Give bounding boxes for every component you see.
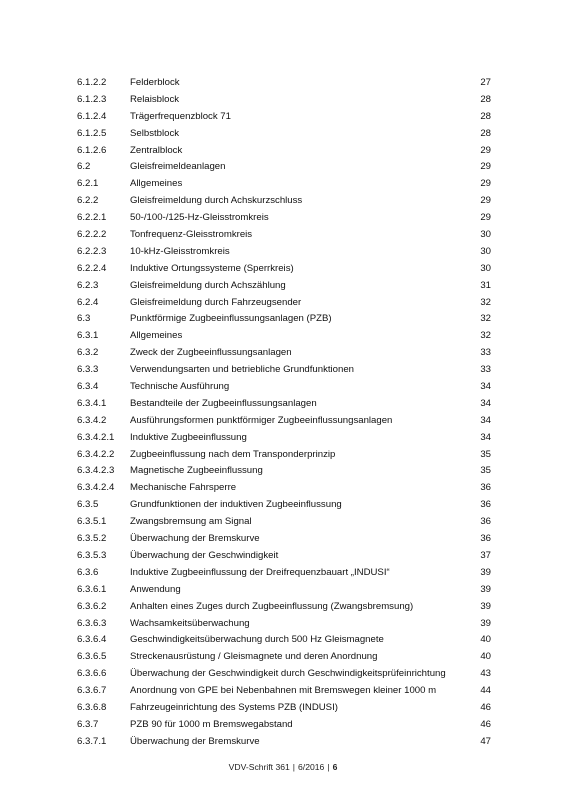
toc-page-number: 46 bbox=[480, 718, 491, 730]
toc-entry[interactable] bbox=[77, 463, 491, 480]
toc-section-title: Mechanische Fahrsperre bbox=[130, 482, 237, 494]
toc-entry[interactable] bbox=[77, 599, 491, 616]
toc-page-number: 43 bbox=[480, 668, 491, 680]
toc-section-number: 6.2.3 bbox=[77, 279, 99, 291]
toc-section-number: 6.3.6.1 bbox=[77, 583, 107, 595]
toc-section-number: 6.2 bbox=[77, 161, 91, 173]
toc-page-number: 40 bbox=[480, 651, 491, 663]
toc-entry[interactable] bbox=[77, 126, 491, 143]
toc-section-number: 6.3.6.5 bbox=[77, 651, 107, 663]
toc-page-number: 44 bbox=[480, 685, 491, 697]
toc-page-number: 31 bbox=[480, 279, 491, 291]
toc-section-number: 6.1.2.4 bbox=[77, 110, 107, 122]
toc-section-number: 6.3.6.8 bbox=[77, 701, 107, 713]
toc-page-number: 36 bbox=[480, 533, 491, 545]
toc-entry[interactable] bbox=[77, 632, 491, 649]
toc-page-number: 33 bbox=[480, 364, 491, 376]
toc-section-title: Zugbeeinflussung nach dem Transponderprinzip bbox=[130, 448, 336, 460]
toc-section-title: Allgemeines bbox=[130, 178, 183, 190]
toc-page-number: 39 bbox=[480, 617, 491, 629]
toc-page-number: 29 bbox=[480, 161, 491, 173]
footer-page-number: 6 bbox=[332, 762, 338, 772]
toc-entry[interactable] bbox=[77, 311, 491, 328]
toc-section-number: 6.3.6.7 bbox=[77, 685, 107, 697]
toc-entry[interactable] bbox=[77, 159, 491, 176]
toc-section-title: Anwendung bbox=[130, 583, 181, 595]
toc-entry[interactable] bbox=[77, 75, 491, 92]
toc-entry[interactable] bbox=[77, 92, 491, 109]
toc-section-number: 6.1.2.6 bbox=[77, 144, 107, 156]
toc-entry[interactable] bbox=[77, 565, 491, 582]
toc-section-number: 6.3 bbox=[77, 313, 91, 325]
toc-section-title: Gleisfreimeldung durch Achskurzschluss bbox=[130, 195, 303, 207]
toc-entry[interactable] bbox=[77, 413, 491, 430]
toc-section-number: 6.3.5.3 bbox=[77, 549, 107, 561]
toc-page-number: 30 bbox=[480, 245, 491, 257]
toc-section-number: 6.2.4 bbox=[77, 296, 99, 308]
toc-section-number: 6.3.4.2.1 bbox=[77, 431, 115, 443]
footer-doc-name: VDV-Schrift 361 bbox=[228, 762, 290, 772]
toc-entry[interactable] bbox=[77, 143, 491, 160]
toc-section-title: Grundfunktionen der induktiven Zugbeeinflussung bbox=[130, 499, 342, 511]
toc-page-number: 36 bbox=[480, 499, 491, 511]
toc-section-title: Überwachung der Geschwindigkeit durch Geschwindigkeitsprüfeinrichtung bbox=[130, 668, 446, 680]
toc-section-title: Fahrzeugeinrichtung des Systems PZB (INDUSI) bbox=[130, 701, 338, 713]
toc-section-number: 6.3.6.3 bbox=[77, 617, 107, 629]
toc-page-number: 32 bbox=[480, 330, 491, 342]
toc-section-number: 6.3.5 bbox=[77, 499, 99, 511]
toc-section-number: 6.2.2 bbox=[77, 195, 99, 207]
toc-page-number: 36 bbox=[480, 516, 491, 528]
toc-section-title: Zwangsbremsung am Signal bbox=[130, 516, 252, 528]
toc-section-number: 6.3.6.2 bbox=[77, 600, 107, 612]
toc-page-number: 28 bbox=[480, 93, 491, 105]
toc-section-title: Verwendungsarten und betriebliche Grundfunktionen bbox=[130, 364, 355, 376]
toc-section-number: 6.3.3 bbox=[77, 364, 99, 376]
toc-page-number: 40 bbox=[480, 634, 491, 646]
toc-entry[interactable] bbox=[77, 176, 491, 193]
toc-entry[interactable] bbox=[77, 278, 491, 295]
toc-entry[interactable] bbox=[77, 666, 491, 683]
toc-section-number: 6.3.6 bbox=[77, 566, 99, 578]
toc-entry[interactable] bbox=[77, 717, 491, 734]
toc-section-number: 6.3.4.2.4 bbox=[77, 482, 115, 494]
toc-section-title: Streckenausrüstung / Gleismagnete und deren Anordnung bbox=[130, 651, 378, 663]
toc-section-number: 6.3.4 bbox=[77, 381, 99, 393]
toc-section-title: Zweck der Zugbeeinflussungsanlagen bbox=[130, 347, 292, 359]
toc-page-number: 34 bbox=[480, 397, 491, 409]
toc-section-title: Technische Ausführung bbox=[130, 381, 230, 393]
toc-section-title: Geschwindigkeitsüberwachung durch 500 Hz Gleismagnete bbox=[130, 634, 384, 646]
toc-page-number: 29 bbox=[480, 212, 491, 224]
footer-separator: | bbox=[292, 762, 296, 772]
toc-section-title: Gleisfreimeldung durch Achszählung bbox=[130, 279, 286, 291]
toc-entry[interactable] bbox=[77, 261, 491, 278]
toc-section-number: 6.1.2.5 bbox=[77, 127, 107, 139]
toc-entry[interactable] bbox=[77, 210, 491, 227]
toc-entry[interactable] bbox=[77, 328, 491, 345]
toc-entry[interactable] bbox=[77, 514, 491, 531]
toc-section-number: 6.2.2.1 bbox=[77, 212, 107, 224]
toc-section-title: Überwachung der Geschwindigkeit bbox=[130, 549, 279, 561]
toc-section-number: 6.3.1 bbox=[77, 330, 99, 342]
toc-section-number: 6.3.6.6 bbox=[77, 668, 107, 680]
toc-entry[interactable] bbox=[77, 700, 491, 717]
toc-page-number: 39 bbox=[480, 583, 491, 595]
toc-entry[interactable] bbox=[77, 582, 491, 599]
toc-section-title: Punktförmige Zugbeeinflussungsanlagen (PZB) bbox=[130, 313, 332, 325]
toc-section-title: Gleisfreimeldung durch Fahrzeugsender bbox=[130, 296, 302, 308]
toc-section-title: Überwachung der Bremskurve bbox=[130, 735, 260, 747]
toc-page-number: 30 bbox=[480, 262, 491, 274]
toc-section-number: 6.2.1 bbox=[77, 178, 99, 190]
toc-entry[interactable] bbox=[77, 616, 491, 633]
toc-page-number: 37 bbox=[480, 549, 491, 561]
toc-section-number: 6.3.5.1 bbox=[77, 516, 107, 528]
toc-page-number: 29 bbox=[480, 195, 491, 207]
toc-entry[interactable] bbox=[77, 396, 491, 413]
toc-entry[interactable] bbox=[77, 379, 491, 396]
toc-section-number: 6.1.2.2 bbox=[77, 77, 107, 88]
toc-page-number: 33 bbox=[480, 347, 491, 359]
toc-section-title: Wachsamkeitsüberwachung bbox=[130, 617, 250, 629]
toc-section-number: 6.1.2.3 bbox=[77, 93, 107, 105]
toc-page-number: 32 bbox=[480, 296, 491, 308]
toc-page-number: 30 bbox=[480, 229, 491, 241]
toc-section-title: Magnetische Zugbeeinflussung bbox=[130, 465, 263, 477]
toc-section-title: PZB 90 für 1000 m Bremswegabstand bbox=[130, 718, 293, 730]
toc-section-number: 6.3.5.2 bbox=[77, 533, 107, 545]
toc-section-title: Induktive Zugbeeinflussung der Dreifrequenzbauart „INDUSI“ bbox=[130, 566, 390, 578]
toc-section-title: Induktive Ortungssysteme (Sperrkreis) bbox=[130, 262, 294, 274]
toc-section-number: 6.2.2.3 bbox=[77, 245, 107, 257]
toc-entry[interactable] bbox=[77, 430, 491, 447]
toc-page-number: 34 bbox=[480, 414, 491, 426]
toc-section-number: 6.3.4.1 bbox=[77, 397, 107, 409]
toc-section-title: 10-kHz-Gleisstromkreis bbox=[130, 245, 230, 257]
toc-page-number: 36 bbox=[480, 482, 491, 494]
toc-entry[interactable] bbox=[77, 345, 491, 362]
toc-page-number: 47 bbox=[480, 735, 491, 747]
toc-entry[interactable] bbox=[77, 362, 491, 379]
toc-page-number: 35 bbox=[480, 465, 491, 477]
toc-entry[interactable] bbox=[77, 734, 491, 751]
toc-entry[interactable] bbox=[77, 649, 491, 666]
toc-section-number: 6.3.4.2.3 bbox=[77, 465, 115, 477]
toc-page-number: 46 bbox=[480, 701, 491, 713]
toc-section-title: Tonfrequenz-Gleisstromkreis bbox=[130, 229, 253, 241]
toc-section-number: 6.3.4.2 bbox=[77, 414, 107, 426]
toc-page-number: 32 bbox=[480, 313, 491, 325]
toc-section-number: 6.3.7.1 bbox=[77, 735, 107, 747]
page-footer bbox=[0, 762, 566, 772]
toc-section-number: 6.2.2.2 bbox=[77, 229, 107, 241]
toc-entry[interactable] bbox=[77, 447, 491, 464]
toc-section-title: Zentralblock bbox=[130, 144, 183, 156]
footer-separator: | bbox=[327, 762, 330, 772]
toc-entry[interactable] bbox=[77, 295, 491, 312]
toc-section-title: Trägerfrequenzblock 71 bbox=[130, 110, 231, 122]
toc-page-number: 34 bbox=[480, 431, 491, 443]
toc-page-number: 27 bbox=[480, 77, 491, 88]
toc-entry[interactable] bbox=[77, 244, 491, 261]
toc-section-title: Selbstblock bbox=[130, 127, 180, 139]
toc-section-title: Induktive Zugbeeinflussung bbox=[130, 431, 247, 443]
toc-page-number: 39 bbox=[480, 566, 491, 578]
toc-section-title: 50-/100-/125-Hz-Gleisstromkreis bbox=[130, 212, 269, 224]
toc-section-title: Relaisblock bbox=[130, 93, 180, 105]
toc-section-number: 6.3.4.2.2 bbox=[77, 448, 115, 460]
toc-entry[interactable] bbox=[77, 193, 491, 210]
toc-page-number: 29 bbox=[480, 178, 491, 190]
toc-entry[interactable] bbox=[77, 109, 491, 126]
toc-section-number: 6.3.2 bbox=[77, 347, 99, 359]
toc-page-number: 35 bbox=[480, 448, 491, 460]
table-of-contents bbox=[77, 75, 491, 751]
toc-entry[interactable] bbox=[77, 497, 491, 514]
toc-section-number: 6.3.7 bbox=[77, 718, 99, 730]
toc-section-title: Felderblock bbox=[130, 77, 180, 88]
toc-section-title: Überwachung der Bremskurve bbox=[130, 533, 260, 545]
toc-entry[interactable] bbox=[77, 227, 491, 244]
toc-page-number: 29 bbox=[480, 144, 491, 156]
toc-section-title: Ausführungsformen punktförmiger Zugbeeinflussungsanlagen bbox=[130, 414, 393, 426]
toc-section-number: 6.3.6.4 bbox=[77, 634, 107, 646]
toc-section-title: Anhalten eines Zuges durch Zugbeeinflussung (Zwangsbremsung) bbox=[130, 600, 414, 612]
toc-section-title: Anordnung von GPE bei Nebenbahnen mit Bremswegen kleiner 1000 m bbox=[130, 685, 437, 697]
toc-page-number: 28 bbox=[480, 110, 491, 122]
toc-section-title: Gleisfreimeldeanlagen bbox=[130, 161, 226, 173]
toc-section-number: 6.2.2.4 bbox=[77, 262, 107, 274]
toc-page-number: 39 bbox=[480, 600, 491, 612]
toc-section-title: Bestandteile der Zugbeeinflussungsanlagen bbox=[130, 397, 317, 409]
toc-entry[interactable] bbox=[77, 480, 491, 497]
toc-section-title: Allgemeines bbox=[130, 330, 183, 342]
toc-entry[interactable] bbox=[77, 548, 491, 565]
footer-date: 6/2016 bbox=[298, 762, 325, 772]
toc-entry[interactable] bbox=[77, 683, 491, 700]
toc-entry[interactable] bbox=[77, 531, 491, 548]
toc-page-number: 34 bbox=[480, 381, 491, 393]
toc-page-number: 28 bbox=[480, 127, 491, 139]
